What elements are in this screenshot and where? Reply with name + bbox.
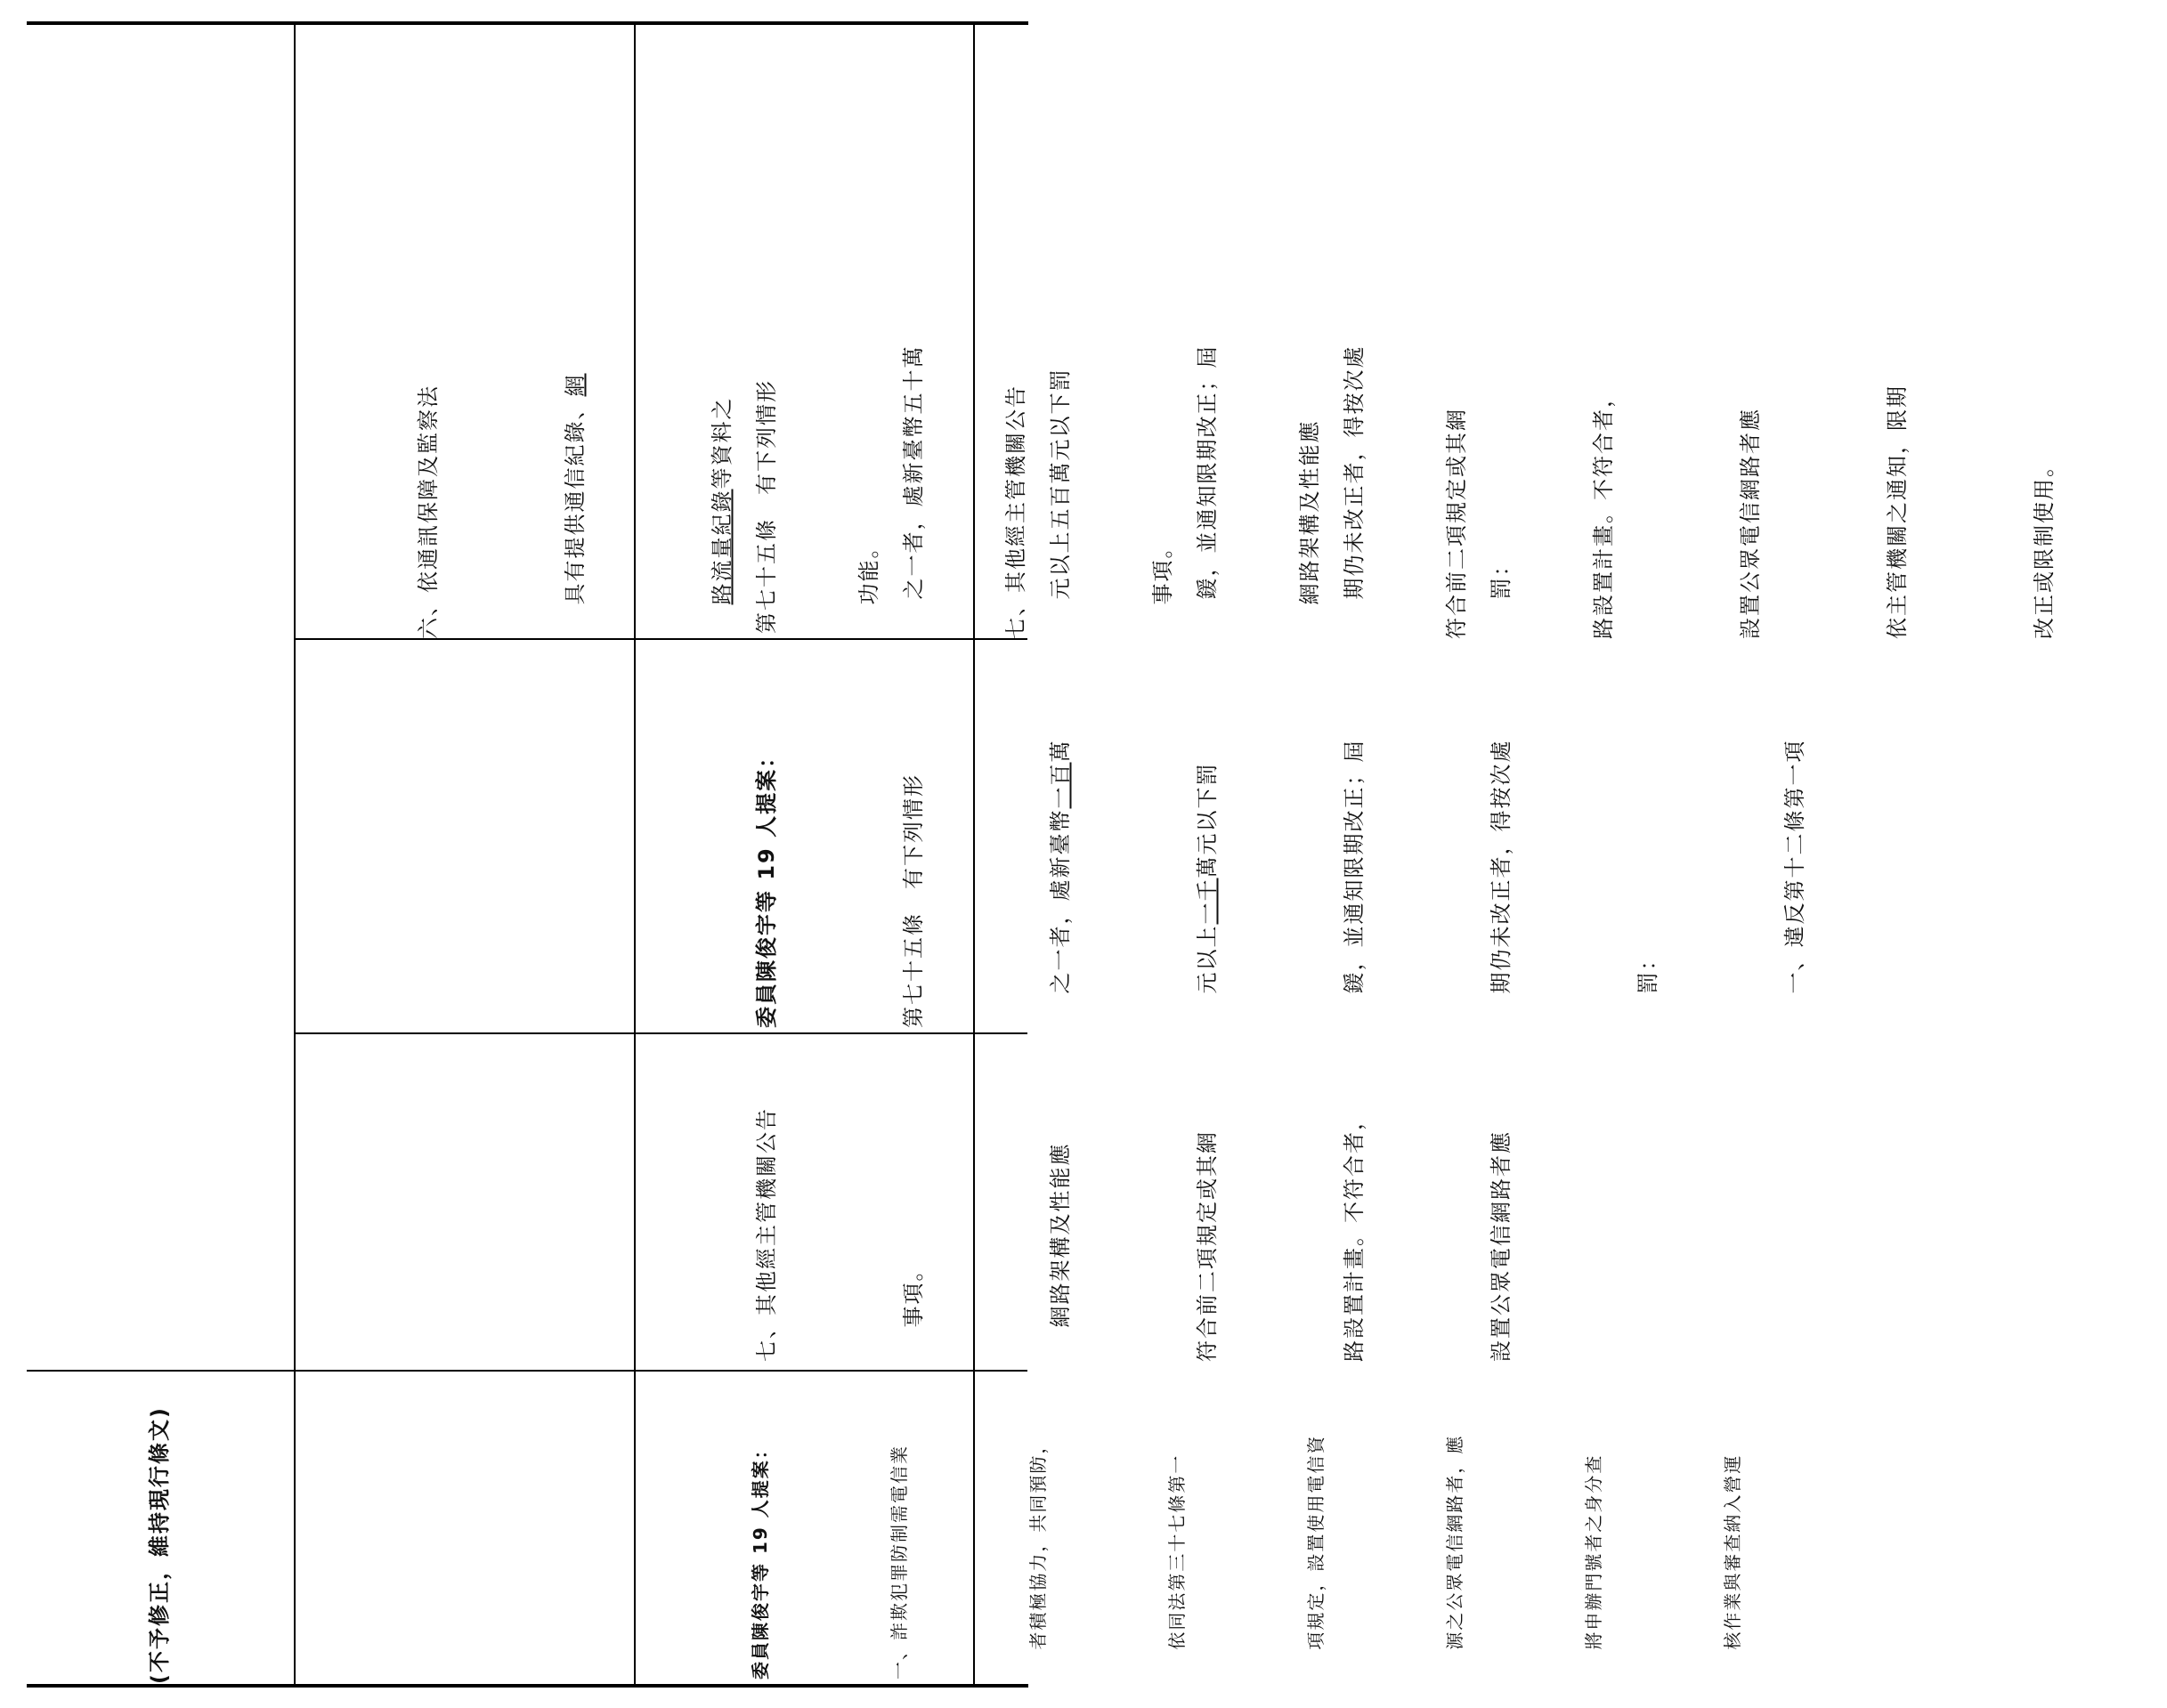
cell-c1-top [27,23,294,1370]
text-line: 改正或限制使用。 [2032,454,2057,639]
text-line: 鍰，並通知限期改正；屆 [1195,344,1220,634]
text-line: 第七十五條 有下列情形 [754,379,779,634]
text-line: 七、其他經主管機關公告 [754,1107,779,1362]
text-line: 路設置計畫。不符合者， [1591,385,1616,639]
text-line: 設置公眾電信網路者應 [1738,408,1763,639]
text-line: 期仍未改正者，得按次處 [1489,739,1514,1028]
text-line: 第七十五條 有下列情形 [901,773,926,1028]
proposal-heading: 委員陳俊宇等 19 人提案： [750,1439,771,1680]
text-line: 一、違反第十二條第一項 [1782,739,1807,1028]
cell-c5-bottom [636,1372,1743,1684]
text-line: 符合前二項規定或其網 [1444,408,1469,639]
bottom-border [27,1684,1028,1688]
cell-c3-extra [636,1034,1514,1370]
maintain-current-text: (不予修正，維持現行條文) [147,1406,172,1684]
cell-c2-extra [296,1034,634,1370]
text-line: 依同法第三十七條第一 [1166,1453,1188,1680]
cell-c2-bottom [296,640,634,1032]
proposal-heading: 委員陳俊宇等 19 人提案： [754,744,779,1028]
text-line: 路設置計畫。不符合者， [1342,1107,1367,1362]
text-line: 符合前二項規定或其網 [1195,1130,1220,1362]
text-line: 源之公眾電信網路者，應 [1444,1434,1465,1680]
text-line: 功能。 [856,535,881,639]
text-line: 具有提供通信紀錄、網 [563,373,588,639]
text-line: 元以上一千萬元以下罰 [1195,762,1220,1028]
text-line: 鍰，並通知限期改正；屆 [1342,739,1367,1028]
cell-c1-bottom [27,1372,294,1684]
text-line: 將申辦門號者之身分查 [1583,1453,1604,1680]
text-line: 事項。 [1150,535,1175,639]
text-line: 項規定，設置使用電信資 [1305,1434,1327,1680]
text-line: 者積極協力，共同預防， [1027,1434,1049,1680]
text-line: 七、其他經主管機關公告 [1003,385,1028,639]
text-line: 核作業與審查納入營運 [1722,1453,1743,1680]
text-line: 依主管機關之通知，限期 [1885,385,1910,639]
text-line: 路流量紀錄等資料之 [710,396,735,605]
text-line: 事項。 [901,1258,926,1362]
text-line: 罰： [1635,947,1660,1028]
text-line: 之一者，處新臺幣五十萬 [901,344,926,634]
text-line: 之一者，處新臺幣一百萬 [1048,739,1073,1028]
text-line: 六、依通訊保障及監察法 [416,385,441,639]
text-line: 網路架構及性能應 [1048,1142,1073,1362]
text-line: 期仍未改正者，得按次處 [1342,344,1367,634]
text-line: 元以上五百萬元以下罰 [1048,368,1073,634]
text-line: 設置公眾電信網路者應 [1489,1130,1514,1362]
cell-c3-bottom [636,640,1807,1032]
text-line: 罰： [1489,553,1514,634]
text-line: 網路架構及性能應 [1297,419,1322,639]
text-line: 一、詐欺犯罪防制需電信業 [889,1445,910,1680]
